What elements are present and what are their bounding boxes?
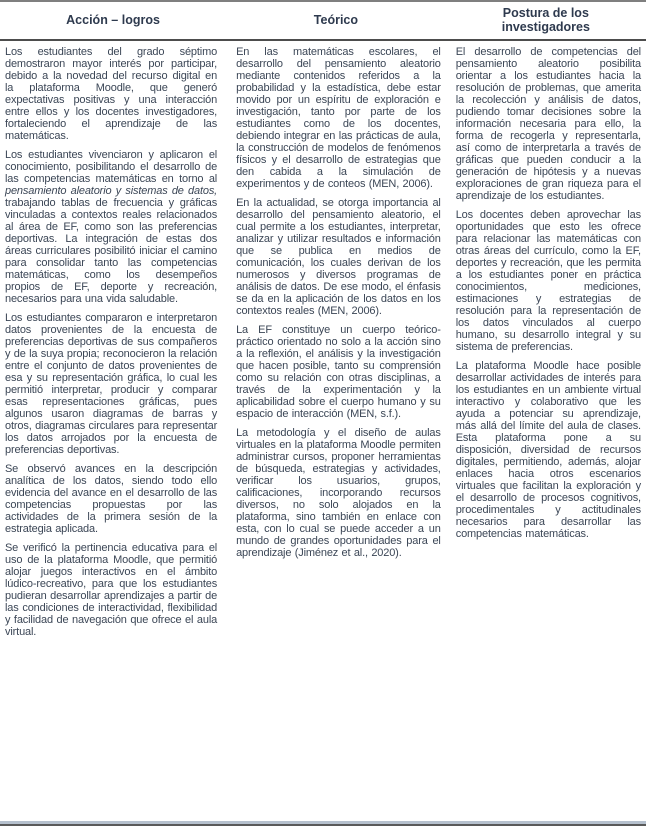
table-body-row (0, 41, 646, 824)
column-header-accion-logros: Acción – logros (66, 13, 160, 27)
text-run: La EF constituye un cuerpo teórico-práctico orientado no solo a la acción sino a la reflexión, el análisis y la investigación que hacen posible, tanto su comprensión como su relación con otras disciplinas, a través de la experimentación y la aplicabilidad sobre el cuerpo humano y su espacio de interacción (MEN, s.f.). (236, 324, 441, 420)
text-run: El desarrollo de competencias del pensamiento aleatorio posibilita orientar a los estudiantes hacia la resolución de problemas, que amerita la recolección y análisis de datos, pudiendo tomar decisiones sobre la información necesaria para ello, la forma de recogerla y representarla, así como de interpretarla a través de gráficas que pueden conducir a la generación de hipótesis y a nuevas exploraciones de gran riqueza para el aprendizaje de los estudiantes. (455, 46, 641, 202)
paragraph (5, 149, 217, 305)
paragraph (236, 197, 441, 317)
text-run: La metodología y el diseño de aulas virtuales en la plataforma Moodle permiten administrar cursos, proponer herramientas de búsqueda, estrategias y actividades, verificar los usuarios, grupos, calificaciones, incorporando recursos diversos, no solo alojados en la plataforma, sino también en enlace con esta, con lo cual se puede acceder a un mundo de grandes oportunidades para el aprendizaje (Jiménez et al., 2020). (236, 427, 441, 559)
paragraph (456, 209, 641, 353)
text-run: En las matemáticas escolares, el desarrollo del pensamiento aleatorio mediante contenidos referidos a la probabilidad y la estadística, debe estar movido por un espíritu de exploración e investigación, tanto por parte de los estudiantes como de los docentes, debiendo integrar en las prácticas de aula, la construcción de modelos de fenómenos físicos y el desarrollo de estrategias que den cabida a la simulación de experimentos y de conteos (MEN, 2006). (236, 46, 441, 190)
text-run: Se observó avances en la descripción analítica de los datos, siendo todo ello evidencia del avance en el desarrollo de las competencias propuestas por las actividades de la primera sesión de la estrategia aplicada. (5, 463, 218, 535)
paragraph (5, 312, 217, 456)
paragraph (456, 360, 641, 540)
paragraph (236, 46, 441, 190)
text-run: trabajando tablas de frecuencia y gráficas vinculadas a contextos reales relacionados al área de EF, como son las preferencias deportivas. La integración de estas dos áreas curriculares posibilitó iniciar el camino para consolidar tanto las competencias matemáticas, como los desempeños propios de EF, deporte y recreación, necesarios para una vida saludable. (5, 197, 218, 305)
text-run: En la actualidad, se otorga importancia al desarrollo del pensamiento aleatorio, el cual permite a los estudiantes, interpretar, analizar y utilizar resultados e información que se publica en medios de comunicación, los cuales derivan de los numerosos y diversos programas de análisis de datos. De ese modo, el énfasis se da en la aplicación de los datos en los contextos reales (MEN, 2006). (236, 197, 441, 317)
paragraph (236, 324, 441, 420)
paragraph (236, 427, 441, 559)
paragraph (456, 46, 641, 202)
column-teorico (226, 41, 446, 821)
column-header-teorico: Teórico (313, 13, 359, 27)
paragraph (5, 46, 217, 142)
column-accion-logros (0, 41, 226, 821)
column-header-postura-investigadores: Postura de los investigadores (501, 6, 590, 34)
text-run: Los estudiantes compararon e interpretaron datos provenientes de la encuesta de preferencias deportivas de sus compañeros y de la suya propia; reconocieron la relación entre el conjunto de datos provenientes de esa y su representación gráfica, lo cual les permitió interpretar, producir y comparar esas representaciones gráficas, pues algunos usaron diagramas de barras y otros, diagramas circulares para representar los datos arrojados por la encuesta de preferencias deportivas. (5, 312, 218, 456)
paragraph (5, 463, 217, 535)
text-run: Los docentes deben aprovechar las oportunidades que esto les ofrece para relacionar las matemáticas con otras áreas del currículo, como la EF, deportes y recreación, que les permita a los estudiantes poner en práctica conocimientos, mediciones, estimaciones y estrategias de resolución para la representación de los datos vinculados al cuerpo humano, su desarrollo integral y su sistema de preferencias. (455, 209, 641, 353)
column-postura-investigadores (446, 41, 646, 821)
text-run: Los estudiantes del grado séptimo demostraron mayor interés por participar, debido a la novedad del recurso digital en la plataforma Moodle, que generó expectativas positivas y una interacción entre ellos y los docentes investigadores, fortaleciendo el aprendizaje de las matemáticas. (5, 46, 218, 142)
text-run: La plataforma Moodle hace posible desarrollar actividades de interés para los estudiantes en un ambiente virtual interactivo y colaborativo que les ayuda a potenciar su aprendizaje, más allá del límite del aula de clases. Esta plataforma pone a su disposición, diversidad de recursos digitales, permitiendo, además, alojar enlaces hacia otros escenarios virtuales que facilitan la exploración y el desarrollo de procesos cognitivos, procedimentales y actitudinales necesarios para desarrollar las competencias matemáticas. (455, 360, 641, 540)
text-run: Se verificó la pertinencia educativa para el uso de la plataforma Moodle, que permitió alojar juegos interactivos en el ámbito lúdico-recreativo, para que los estudiantes pudieran desarrollar aprendizajes a partir de las condiciones de interactividad, flexibilidad y facilidad de navegación que ofrece el aula virtual. (5, 542, 218, 638)
italic-text-run: pensamiento aleatorio y sistemas de datos, (5, 185, 218, 197)
paragraph (5, 542, 217, 638)
table-header-row (0, 2, 646, 41)
text-run: Los estudiantes vivenciaron y aplicaron el conocimiento, posibilitando el desarrollo de las competencias matemáticas en torno al (5, 149, 218, 185)
